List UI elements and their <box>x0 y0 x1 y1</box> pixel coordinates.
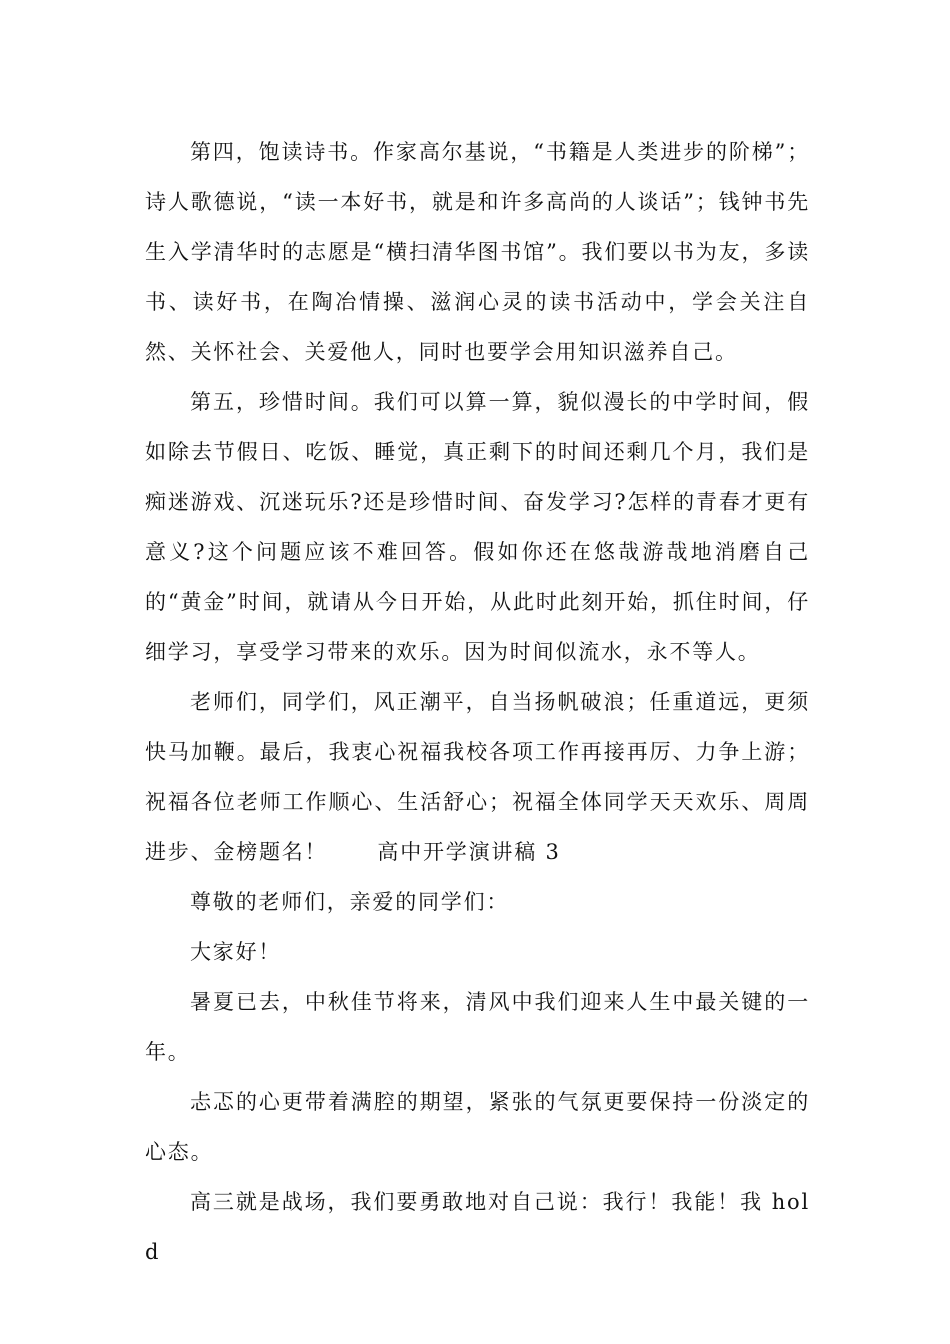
paragraph-greeting: 大家好！ <box>190 940 282 964</box>
paragraph-autumn: 暑夏已去，中秋佳节将来，清风中我们迎来人生中最关键的一年。 <box>145 990 810 1064</box>
paragraph-battlefield: 高三就是战场，我们要勇敢地对自己说：我行！我能！我 hold <box>145 1190 810 1264</box>
paragraph-closing <box>145 677 810 877</box>
section-title: 高中开学演讲稿 3 <box>377 840 561 864</box>
paragraph-reading: 第四，饱读诗书。作家高尔基说，“书籍是人类进步的阶梯”；诗人歌德说，“读一本好书，就是和许多高尚的人谈话”；钱钟书先生入学清华时的志愿是“横扫清华图书馆”。我们要以书为友，多读书、读好书，在陶冶情操、滋润心灵的读书活动中，学会关注自然、关怀社会、关爱他人，同时也要学会用知识滋养自己。 <box>145 140 810 364</box>
paragraph-mood: 忐忑的心更带着满腔的期望，紧张的气氛更要保持一份淡定的心态。 <box>145 1090 810 1164</box>
document-body <box>145 127 810 1277</box>
paragraph-salutation: 尊敬的老师们，亲爱的同学们： <box>190 890 510 914</box>
paragraph-time: 第五，珍惜时间。我们可以算一算，貌似漫长的中学时间，假如除去节假日、吃饭、睡觉，真正剩下的时间还剩几个月，我们是痴迷游戏、沉迷玩乐?还是珍惜时间、奋发学习?怎样的青春才更有意义?这个问题应该不难回答。假如你还在悠哉游哉地消磨自己的“黄金”时间，就请从今日开始，从此时此刻开始，抓住时间，仔细学习，享受学习带来的欢乐。因为时间似流水，永不等人。 <box>145 390 810 664</box>
closing-text: 老师们，同学们，风正潮平，自当扬帆破浪；任重道远，更须快马加鞭。最后，我衷心祝福我校各项工作再接再厉、力争上游；祝福各位老师工作顺心、生活舒心；祝福全体同学天天欢乐、周周进步、金榜题名！ <box>145 690 810 864</box>
